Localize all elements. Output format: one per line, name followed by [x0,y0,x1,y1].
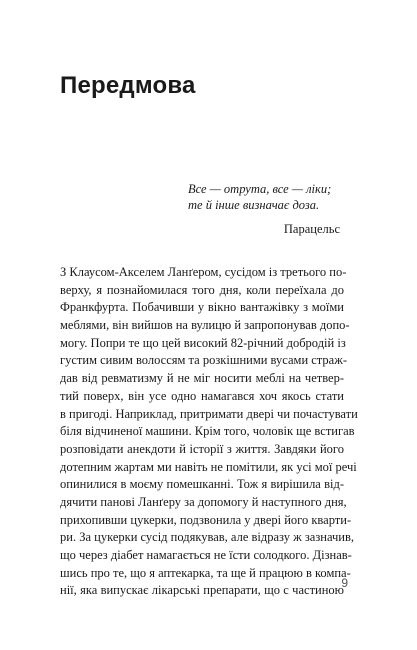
body-line: могу. Попри те що цей високий 82-річний добродій із [60,335,346,350]
body-line: ри. За цукерки сусід подякував, але відразу ж зазначив, [60,530,355,545]
body-line: в пригоді. Наприклад, притримати двері чи почастувати [60,406,358,421]
page-number: 9 [341,576,348,590]
body-line: дотепним жартам ми навіть не помітили, як усі мої речі [60,459,357,474]
body-line: розповідати анекдоти й історії з життя. Завдяки його [60,441,344,456]
epigraph-line: те й інше визначає доза. [188,197,320,212]
body-line: дав від ревматизму й не міг носити меблі на четвер- [60,371,344,386]
body-line: верху, я познайомилася того дня, коли переїхала до [60,282,344,297]
body-line: З Клаусом-Акселем Ланґером, сусідом із третього по- [60,265,347,279]
body-line: шись про те, що я аптекарка, та ще й працюю в компа- [60,565,351,580]
epigraph-line: Все — отрута, все — ліки; [188,182,332,196]
epigraph [188,182,340,237]
body-line: Франкфурта. Побачивши у вікно вантажівку з моїми [60,300,344,315]
body-line: тий поверх, він усе одно намагався хоч якось стати [60,388,344,403]
body-line: нії, яка випускає лікарські препарати, що с частиною [60,583,344,598]
epigraph-author: Парацельс [283,222,340,236]
body-line: густим сивим волоссям та розкішними вусами страж- [60,353,348,368]
body-line: прихопивши цукерки, подзвонила у двері його кварти- [60,512,352,527]
body-line: що через діабет намагається не їсти солодкого. Дізнав- [60,548,352,562]
chapter-title: Передмова [60,72,196,99]
body-line: біля відчиненої машини. Крім того, чоловік ще встигав [60,424,355,439]
body-text [60,264,358,600]
body-line: опинилися в моєму помешканні. Тож я вирішила від- [60,477,344,492]
body-line: меблями, він вийшов на вулицю й запропонував допо- [60,318,350,333]
body-line: дячити панові Ланґеру за допомогу й наступного дня, [60,494,347,509]
